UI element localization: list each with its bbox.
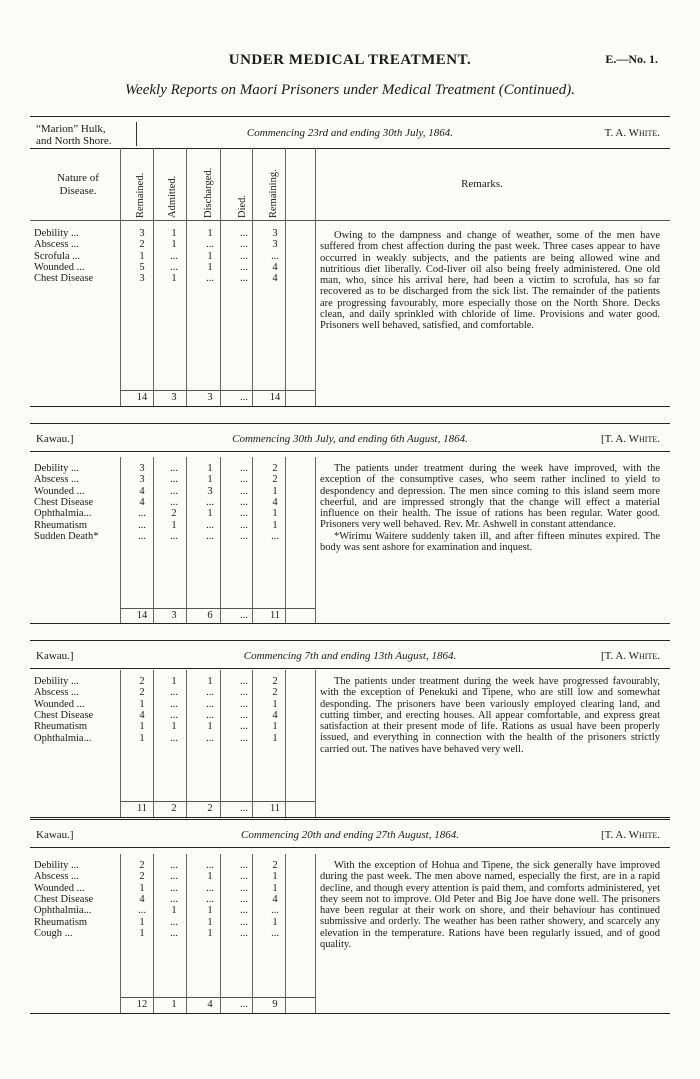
cell-remained: ...	[138, 530, 146, 542]
disease-name: Rheumatism	[34, 519, 88, 531]
total-discharged: 2	[207, 803, 213, 814]
cell-admitted: ...	[170, 687, 178, 699]
cell-died: ...	[240, 860, 248, 871]
disease-row	[30, 520, 315, 531]
cell-admitted: 2	[171, 508, 177, 520]
cell-discharged: 1	[207, 474, 213, 486]
cell-died: ...	[240, 261, 248, 273]
cell-remained: 4	[139, 485, 145, 497]
cell-remained: 1	[139, 250, 145, 262]
cell-discharged: 1	[207, 676, 213, 687]
cell-remained: 5	[139, 261, 145, 273]
cell-died: ...	[240, 228, 248, 239]
disease-name: Rheumatism	[34, 916, 88, 928]
disease-row	[30, 871, 315, 882]
column-divider	[315, 854, 316, 1013]
remarks-paragraph: Owing to the dampness and change of weather, some of the men have suffered from chest affection during the past week. Three cases appear to have occurred in weakly subjects, and the patients are being allowed wine and nutritious diet liberally. Cod-liver oil also being freely administered. One old man, who, since his arrival here, had been a victim to scrofula, has so far recovered as to be discharged from the sick list. The remainder of the patients are progressing favourably, more especially those on the North Shore. Decks clean, and daily sprinkled with chloride of lime. Provisions and water good. Prisoners well behaved, satisfied, and comfortable.	[320, 230, 660, 332]
cell-remaining: ...	[271, 927, 279, 939]
cell-admitted: ...	[170, 261, 178, 273]
cell-discharged: 1	[207, 721, 213, 733]
total-remained: 14	[136, 610, 148, 621]
disease-row	[30, 262, 315, 273]
disease-row	[30, 699, 315, 710]
disease-row	[30, 486, 315, 497]
cell-discharged: 3	[207, 485, 213, 497]
cell-discharged: ...	[206, 496, 214, 508]
disease-name: Abscess ...	[34, 687, 79, 699]
cell-admitted: ...	[170, 463, 178, 474]
disease-name: Abscess ...	[34, 474, 79, 486]
cell-died: ...	[240, 916, 248, 928]
disease-name: Ophthalmia...	[34, 508, 92, 520]
cell-died: ...	[240, 905, 248, 917]
total-discharged: 6	[207, 610, 213, 621]
disease-row	[30, 531, 315, 542]
disease-name: Wounded ...	[34, 698, 85, 710]
cell-remained: 3	[139, 228, 145, 239]
disease-name: Wounded ...	[34, 485, 85, 497]
disease-row	[30, 733, 315, 744]
cell-remaining: 4	[272, 261, 278, 273]
cell-died: ...	[240, 871, 248, 883]
cell-died: ...	[240, 463, 248, 474]
report-period: Commencing 23rd and ending 30th July, 1864.	[246, 127, 454, 139]
cell-remained: 4	[139, 709, 145, 721]
report-officer-name: [T. A. White.	[600, 829, 660, 841]
totals-rule	[120, 608, 315, 609]
cell-remaining: 1	[272, 732, 278, 744]
cell-admitted: 1	[171, 228, 177, 239]
disease-name: Debility ...	[34, 676, 79, 687]
report-section-3	[30, 640, 670, 818]
header-rule	[30, 148, 670, 149]
cell-discharged: 1	[207, 927, 213, 939]
cell-admitted: ...	[170, 474, 178, 486]
report-location: Kawau.]	[36, 650, 74, 662]
cell-discharged: ...	[206, 519, 214, 531]
cell-remained: 1	[139, 927, 145, 939]
cell-remaining: 1	[272, 871, 278, 883]
disease-row	[30, 710, 315, 721]
section-bottom-rule	[30, 623, 670, 624]
disease-name: Chest Disease	[34, 273, 94, 285]
cell-discharged: 1	[207, 250, 213, 262]
report-location: Kawau.]	[36, 829, 74, 841]
column-header-rule	[30, 220, 670, 221]
column-header-admitted: Admitted.	[167, 175, 178, 218]
cell-died: ...	[240, 709, 248, 721]
cell-remaining: 4	[272, 496, 278, 508]
remarks-text	[320, 676, 660, 755]
disease-name: Debility ...	[34, 463, 79, 474]
cell-admitted: ...	[170, 485, 178, 497]
cell-died: ...	[240, 530, 248, 542]
total-discharged: 3	[207, 392, 213, 403]
total-discharged: 4	[207, 999, 213, 1010]
totals-rule	[120, 997, 315, 998]
cell-remained: 1	[139, 916, 145, 928]
cell-admitted: ...	[170, 882, 178, 894]
disease-name: Abscess ...	[34, 871, 79, 883]
disease-row	[30, 676, 315, 687]
cell-died: ...	[240, 485, 248, 497]
cell-discharged: 1	[207, 228, 213, 239]
disease-name: Wounded ...	[34, 882, 85, 894]
cell-remaining: 1	[272, 698, 278, 710]
cell-remained: 4	[139, 893, 145, 905]
cell-remaining: 3	[272, 239, 278, 251]
disease-name: Debility ...	[34, 228, 79, 239]
section-top-rule	[30, 116, 670, 117]
cell-remained: 2	[139, 239, 145, 251]
cell-admitted: ...	[170, 709, 178, 721]
cell-died: ...	[240, 882, 248, 894]
cell-discharged: 1	[207, 261, 213, 273]
cell-admitted: 1	[171, 273, 177, 285]
cell-discharged: ...	[206, 530, 214, 542]
cell-discharged: ...	[206, 732, 214, 744]
cell-remaining: 4	[272, 893, 278, 905]
cell-discharged: ...	[206, 860, 214, 871]
cell-remained: 1	[139, 732, 145, 744]
column-header-died: Died.	[237, 194, 248, 218]
cell-remaining: 3	[272, 228, 278, 239]
cell-remaining: 4	[272, 709, 278, 721]
cell-admitted: ...	[170, 860, 178, 871]
disease-row	[30, 463, 315, 474]
disease-row	[30, 687, 315, 698]
report-location-line-1: “Marion” Hulk,	[36, 123, 106, 135]
cell-remaining: 4	[272, 273, 278, 285]
cell-discharged: ...	[206, 687, 214, 699]
total-remaining: 11	[269, 803, 281, 814]
totals-rule	[120, 801, 315, 802]
remarks-text	[320, 463, 660, 553]
cell-died: ...	[240, 250, 248, 262]
header-rule	[30, 668, 670, 669]
remarks-paragraph: The patients under treatment during the week have progressed favourably, with the exception of Penekuki and Tipene, who are still low and somewhat desponding. The prisoners have been variously employed clearing land, and cutting timber, and erecting houses. All appear comfortable, and express great satisfaction at their present mode of life. Rations as usual have been properly issued, and everything in connection with the health of the prisoners strictly carried out. The natives have behaved very well.	[320, 676, 660, 755]
cell-admitted: 1	[171, 721, 177, 733]
disease-name: Chest Disease	[34, 709, 94, 721]
cell-remaining: ...	[271, 905, 279, 917]
cell-admitted: ...	[170, 496, 178, 508]
cell-died: ...	[240, 721, 248, 733]
total-remaining: 9	[272, 999, 278, 1010]
disease-name: Rheumatism	[34, 721, 88, 733]
cell-remained: ...	[138, 508, 146, 520]
report-section-4	[30, 819, 670, 1019]
cell-remaining: 1	[272, 882, 278, 894]
disease-row	[30, 251, 315, 262]
total-admitted: 1	[171, 999, 177, 1010]
disease-row	[30, 905, 315, 916]
cell-discharged: 1	[207, 871, 213, 883]
section-top-rule	[30, 423, 670, 424]
column-divider	[315, 148, 316, 406]
cell-discharged: ...	[206, 239, 214, 251]
cell-admitted: 1	[171, 676, 177, 687]
section-top-rule	[30, 640, 670, 641]
document-reference: E.—No. 1.	[605, 52, 658, 66]
cell-admitted: ...	[170, 250, 178, 262]
cell-discharged: ...	[206, 893, 214, 905]
disease-row	[30, 928, 315, 939]
disease-row	[30, 721, 315, 732]
cell-died: ...	[240, 239, 248, 251]
cell-admitted: 1	[171, 519, 177, 531]
cell-admitted: 1	[171, 905, 177, 917]
remarks-text	[320, 860, 660, 950]
cell-discharged: 1	[207, 916, 213, 928]
header-rule	[30, 451, 670, 452]
cell-remaining: 2	[272, 474, 278, 486]
disease-name: Debility ...	[34, 860, 79, 871]
cell-remained: 1	[139, 721, 145, 733]
remarks-paragraph: With the exception of Hohua and Tipene, the sick generally have improved during the past week. The men above named, especially the first, are in a rapid decline, and though every attention is paid them, and comforts administered, yet they seem not to improve. Old Peter and Big Joe have done well. The prisoners have been regular at their work on shore, and their behaviour has continued submissive and orderly. The weather has been rather showery, and scarcely any elevation in the temperature. Rations have been regularly issued, and of good quality.	[320, 860, 660, 951]
total-remained: 14	[136, 392, 148, 403]
cell-discharged: ...	[206, 882, 214, 894]
cell-admitted: ...	[170, 927, 178, 939]
cell-remaining: ...	[271, 250, 279, 262]
cell-discharged: 1	[207, 905, 213, 917]
page-subtitle: Weekly Reports on Maori Prisoners under Medical Treatment (Continued).	[124, 82, 576, 98]
total-remained: 11	[136, 803, 148, 814]
disease-name: Scrofula ...	[34, 250, 81, 262]
column-header-discharged: Discharged.	[203, 167, 214, 218]
cell-remained: ...	[138, 905, 146, 917]
cell-admitted: 1	[171, 239, 177, 251]
cell-remained: 1	[139, 698, 145, 710]
cell-remaining: 1	[272, 519, 278, 531]
cell-died: ...	[240, 927, 248, 939]
report-period: Commencing 7th and ending 13th August, 1864.	[243, 650, 457, 662]
report-officer	[601, 433, 660, 445]
disease-row	[30, 273, 315, 284]
report-location-line-2: and North Shore.	[36, 135, 112, 147]
total-admitted: 2	[171, 803, 177, 814]
cell-died: ...	[240, 474, 248, 486]
report-officer	[601, 650, 660, 662]
total-remained: 12	[136, 999, 148, 1010]
column-header-nature: Nature of Disease.	[57, 172, 99, 197]
cell-remained: 1	[139, 882, 145, 894]
remarks-paragraph: The patients under treatment during the week have improved, with the exception of the consumptive cases, who seem rather inclined to yield to despondency and depression. The men since coming to this island seem more cheerful, and are impressed strongly that the change will effect a material influence on their health. The issue of rations has been regular. Water good. Prisoners very well behaved. Rev. Mr. Ashwell in constant attendance.	[320, 463, 660, 531]
cell-remained: 4	[139, 496, 145, 508]
cell-remaining: 2	[272, 687, 278, 699]
cell-remaining: 2	[272, 463, 278, 474]
column-header-remarks: Remarks.	[461, 178, 503, 190]
disease-row	[30, 474, 315, 485]
totals-rule	[120, 390, 315, 391]
report-section-1	[30, 116, 670, 416]
page-header-title: UNDER MEDICAL TREATMENT.	[228, 52, 472, 68]
disease-row	[30, 497, 315, 508]
report-officer-name: T. A. White.	[604, 127, 660, 139]
total-remaining: 11	[269, 610, 281, 621]
cell-died: ...	[240, 687, 248, 699]
disease-name: Ophthalmia...	[34, 905, 92, 917]
section-top-rule	[30, 819, 670, 820]
disease-row	[30, 228, 315, 239]
cell-remained: 3	[139, 463, 145, 474]
report-period: Commencing 20th and ending 27th August, 1864.	[241, 829, 459, 841]
report-section-2	[30, 423, 670, 633]
cell-remained: ...	[138, 519, 146, 531]
cell-admitted: ...	[170, 530, 178, 542]
cell-remained: 2	[139, 676, 145, 687]
cell-discharged: 1	[207, 508, 213, 520]
cell-discharged: ...	[206, 273, 214, 285]
disease-name: Cough ...	[34, 927, 73, 939]
cell-died: ...	[240, 519, 248, 531]
cell-remained: 2	[139, 860, 145, 871]
disease-row	[30, 917, 315, 928]
cell-admitted: ...	[170, 916, 178, 928]
cell-discharged: ...	[206, 709, 214, 721]
report-officer	[605, 127, 660, 139]
disease-name: Wounded ...	[34, 261, 85, 273]
section-bottom-rule	[30, 406, 670, 407]
remarks-text	[320, 230, 660, 332]
disease-row	[30, 508, 315, 519]
cell-remaining: 1	[272, 916, 278, 928]
report-location: Kawau.]	[36, 433, 74, 445]
report-officer-name: [T. A. White.	[600, 433, 660, 445]
total-died: ...	[240, 392, 248, 403]
total-died: ...	[240, 610, 248, 621]
column-header-remaining: Remaining.	[268, 169, 279, 218]
disease-name: Abscess ...	[34, 239, 79, 251]
cell-died: ...	[240, 496, 248, 508]
cell-remaining: 1	[272, 721, 278, 733]
cell-discharged: ...	[206, 698, 214, 710]
cell-remained: 3	[139, 273, 145, 285]
disease-row	[30, 894, 315, 905]
total-died: ...	[240, 999, 248, 1010]
disease-name: Ophthalmia...	[34, 732, 92, 744]
disease-name: Chest Disease	[34, 893, 94, 905]
disease-row	[30, 860, 315, 871]
section-bottom-rule	[30, 1013, 670, 1014]
section-bottom-rule	[30, 817, 670, 818]
cell-died: ...	[240, 698, 248, 710]
cell-admitted: ...	[170, 732, 178, 744]
disease-name: Chest Disease	[34, 496, 94, 508]
disease-row	[30, 239, 315, 250]
cell-discharged: 1	[207, 463, 213, 474]
cell-admitted: ...	[170, 893, 178, 905]
report-period: Commencing 30th July, and ending 6th August, 1864.	[232, 433, 468, 445]
cell-remaining: 1	[272, 485, 278, 497]
total-admitted: 3	[171, 610, 177, 621]
total-remaining: 14	[269, 392, 281, 403]
header-rule	[30, 847, 670, 848]
cell-remaining: 2	[272, 676, 278, 687]
cell-remained: 2	[139, 871, 145, 883]
cell-remaining: ...	[271, 530, 279, 542]
cell-died: ...	[240, 893, 248, 905]
cell-remaining: 1	[272, 508, 278, 520]
disease-row	[30, 883, 315, 894]
column-divider	[315, 670, 316, 817]
column-divider	[315, 457, 316, 623]
total-died: ...	[240, 803, 248, 814]
cell-admitted: ...	[170, 871, 178, 883]
cell-remained: 2	[139, 687, 145, 699]
report-officer-name: [T. A. White.	[600, 650, 660, 662]
cell-died: ...	[240, 508, 248, 520]
report-officer	[601, 829, 660, 841]
cell-died: ...	[240, 676, 248, 687]
cell-remained: 3	[139, 474, 145, 486]
column-header-remained: Remained.	[135, 172, 146, 218]
remarks-footnote: *Wirimu Waitere suddenly taken ill, and after fifteen minutes expired. The body was sent ashore for examination and inquest.	[320, 530, 660, 554]
disease-name: Sudden Death*	[34, 530, 99, 542]
cell-died: ...	[240, 732, 248, 744]
cell-died: ...	[240, 273, 248, 285]
cell-admitted: ...	[170, 698, 178, 710]
cell-remaining: 2	[272, 860, 278, 871]
total-admitted: 3	[171, 392, 177, 403]
